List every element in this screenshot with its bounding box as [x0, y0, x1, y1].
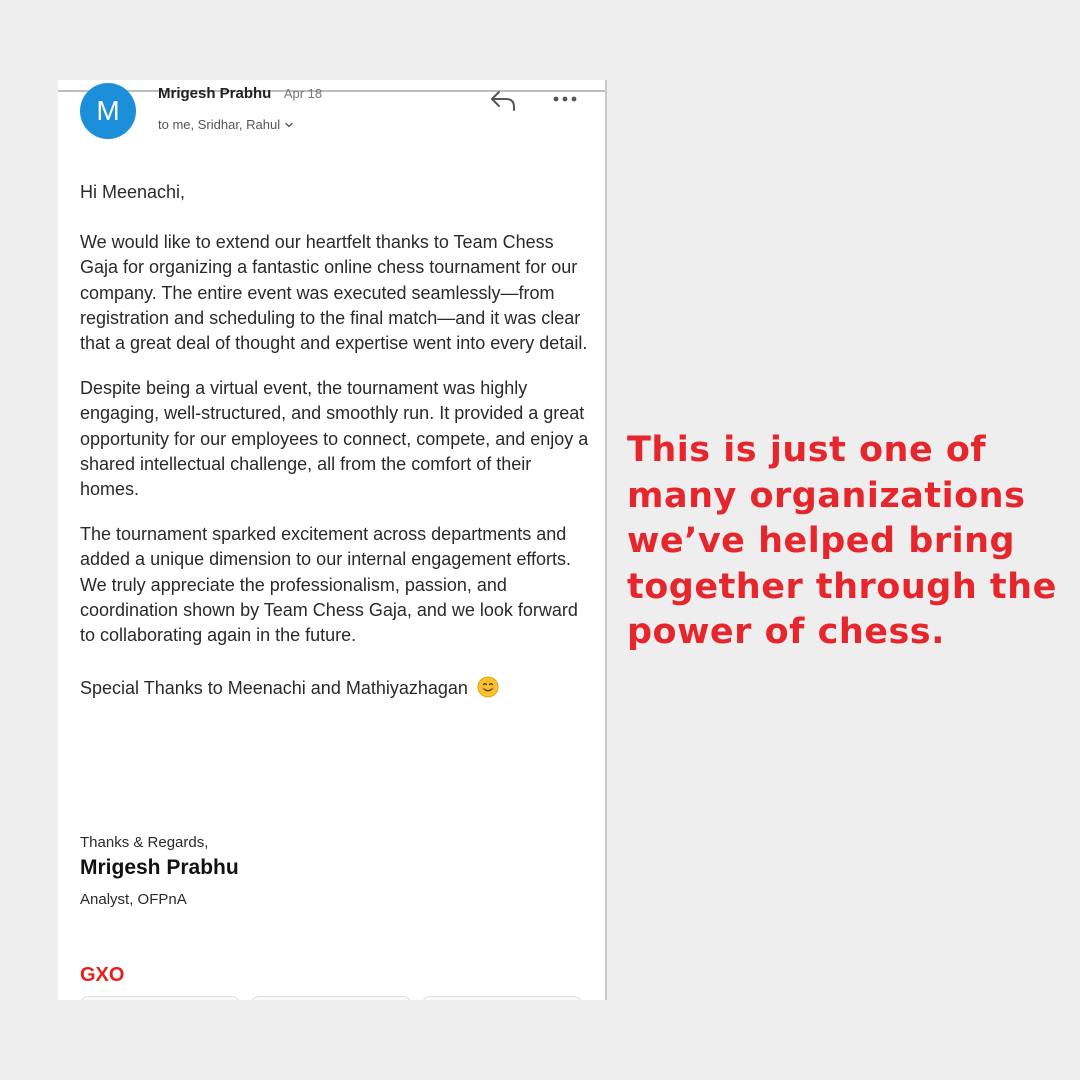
- sender-avatar[interactable]: M: [80, 83, 136, 139]
- attachment-chip[interactable]: [80, 996, 240, 1000]
- signature-name: Mrigesh Prabhu: [80, 856, 239, 879]
- more-options-icon[interactable]: [552, 94, 578, 104]
- attachment-chip[interactable]: [251, 996, 411, 1000]
- email-paragraph: Despite being a virtual event, the tournament was highly engaging, well-structured, and smoothly run. It provided a great opportunity for our employees to connect, compete, and enjoy a shared intellectual challenge, all from the comfort of their homes.: [80, 378, 589, 500]
- signature-title: Analyst, OFPnA: [80, 891, 187, 908]
- company-logo: GXO: [80, 964, 125, 986]
- email-card: [58, 80, 607, 1000]
- header-divider: [58, 90, 605, 92]
- special-thanks-line: [80, 676, 590, 701]
- smiling-face-emoji-icon: [477, 676, 499, 698]
- recipients-toggle[interactable]: [158, 117, 294, 132]
- attachment-chip[interactable]: [422, 996, 582, 1000]
- email-body: [80, 180, 590, 701]
- email-date: Apr 18: [283, 86, 323, 101]
- chevron-down-icon: [284, 120, 294, 130]
- sender-name[interactable]: Mrigesh Prabhu: [158, 85, 272, 102]
- sender-row: [158, 85, 322, 103]
- promo-tagline: This is just one of many organizations we’ve helped bring together through the power of chess.: [627, 430, 1057, 652]
- email-paragraph: The tournament sparked excitement across departments and added a unique dimension to our internal engagement efforts. We truly appreciate the professionalism, passion, and coordination shown by Team Chess Gaja, and we look forward to collaborating again in the future.: [80, 524, 578, 646]
- email-greeting: Hi Meenachi,: [80, 182, 186, 202]
- signoff: Thanks & Regards,: [80, 834, 209, 851]
- special-thanks-text: Special Thanks to Meenachi and Mathiyazhagan: [80, 678, 468, 699]
- email-paragraph: We would like to extend our heartfelt thanks to Team Chess Gaja for organizing a fantastic online chess tournament for our company. The entire event was executed seamlessly—from registration and scheduling to the final match—and it was clear that a great deal of thought and expertise went into every detail.: [80, 232, 588, 354]
- reply-icon[interactable]: [488, 88, 518, 112]
- recipients-text: to me, Sridhar, Rahul: [158, 117, 281, 132]
